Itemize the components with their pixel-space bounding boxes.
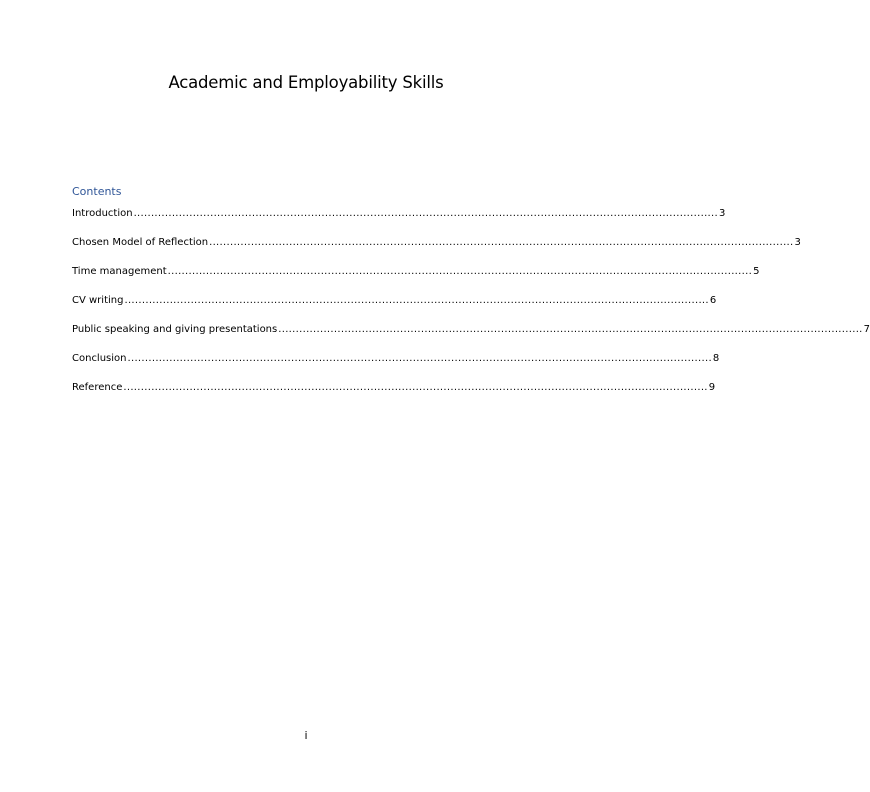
toc-entry-label: Chosen Model of Reflection: [72, 237, 209, 248]
table-of-contents: [72, 208, 870, 411]
toc-entry-page: 5: [753, 266, 760, 277]
toc-entry-page: 3: [794, 237, 801, 248]
toc-entry-public-speaking[interactable]: [72, 324, 870, 353]
toc-dot-leader: ........................................................................................................................................................................: [123, 382, 708, 393]
toc-entry-introduction[interactable]: [72, 208, 726, 237]
toc-entry-label: Public speaking and giving presentations: [72, 324, 278, 335]
toc-entry-page: 8: [712, 353, 720, 364]
toc-dot-leader: ........................................................................................................................................................................: [127, 353, 712, 364]
toc-dot-leader: ........................................................................................................................................................................: [167, 266, 753, 277]
toc-dot-leader: ........................................................................................................................................................................: [209, 237, 794, 248]
toc-dot-leader: ........................................................................................................................................................................: [124, 295, 709, 306]
toc-entry-label: Time management: [72, 266, 167, 277]
toc-heading: Contents: [72, 185, 122, 198]
toc-entry-label: Introduction: [72, 208, 133, 219]
toc-entry-page: 3: [718, 208, 726, 219]
toc-entry-chosen-model-of-reflection[interactable]: [72, 237, 801, 266]
toc-entry-reference[interactable]: [72, 382, 716, 411]
toc-dot-leader: ........................................................................................................................................................................: [278, 324, 863, 335]
toc-entry-time-management[interactable]: [72, 266, 760, 295]
toc-entry-page: 6: [709, 295, 717, 306]
toc-entry-cv-writing[interactable]: [72, 295, 717, 324]
toc-dot-leader: ........................................................................................................................................................................: [133, 208, 718, 219]
toc-entry-page: 9: [708, 382, 716, 393]
page-number: i: [304, 729, 308, 742]
toc-entry-label: CV writing: [72, 295, 124, 306]
document-title: Academic and Employability Skills: [168, 73, 444, 92]
toc-entry-page: 7: [863, 324, 870, 335]
toc-entry-label: Reference: [72, 382, 123, 393]
toc-entry-label: Conclusion: [72, 353, 127, 364]
toc-entry-conclusion[interactable]: [72, 353, 720, 382]
